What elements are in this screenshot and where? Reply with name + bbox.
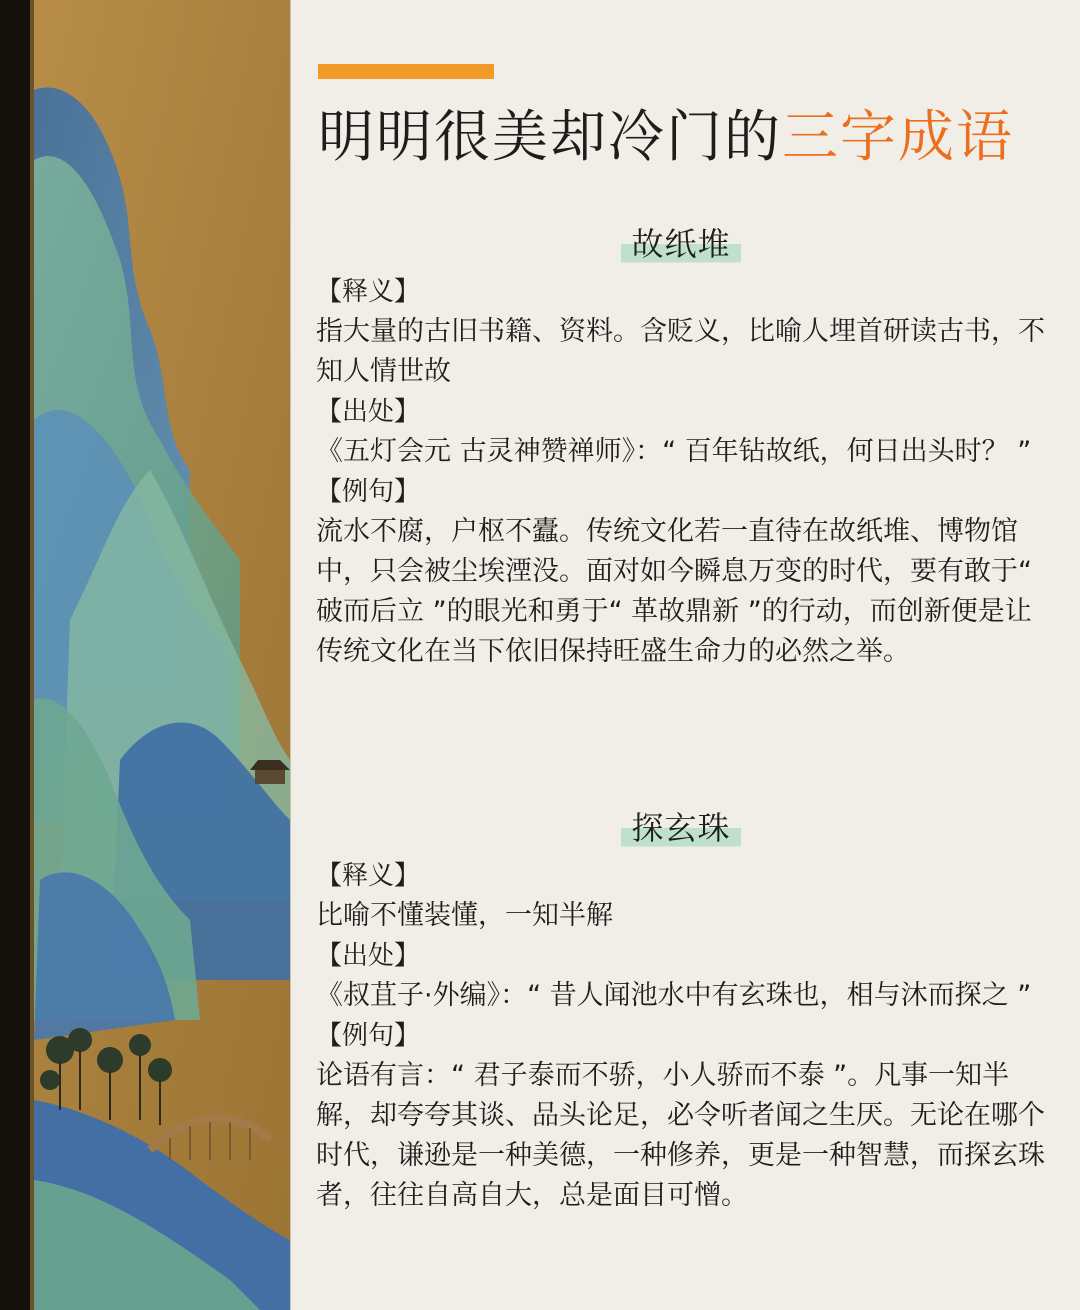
idiom-section-1 xyxy=(316,222,1046,672)
source-label: 【出处】 xyxy=(316,941,421,971)
idiom-name: 故纸堆 xyxy=(621,222,740,266)
example-label: 【例句】 xyxy=(316,1021,421,1051)
meaning-label: 【释义】 xyxy=(316,277,421,307)
accent-bar xyxy=(318,64,494,79)
example-text: 流水不腐，户枢不蠹。传统文化若一直待在故纸堆、博物馆中，只会被尘埃湮没。面对如今瞬息万变的时代，要有敢于“ 破而后立 ”的眼光和勇于“ 革故鼎新 ”的行动，而创新便是让传统文化在当下依旧保持旺盛生命力的必然之举。 xyxy=(316,516,1032,667)
source-text: 《叔苴子·外编》：“ 昔人闻池水中有玄珠也，相与沐而探之 ” xyxy=(316,980,1032,1011)
idiom-section-2 xyxy=(316,806,1046,1216)
page-title xyxy=(318,98,1068,178)
landscape-painting xyxy=(0,0,291,1310)
source-label: 【出处】 xyxy=(316,397,421,427)
meaning-text: 指大量的古旧书籍、资料。含贬义，比喻人埋首研读古书，不知人情世故 xyxy=(316,316,1045,387)
idiom-name: 探玄珠 xyxy=(621,806,740,850)
example-label: 【例句】 xyxy=(316,477,421,507)
example-text: 论语有言：“ 君子泰而不骄，小人骄而不泰 ”。凡事一知半解，却夸夸其谈、品头论足，必令听者闻之生厌。无论在哪个时代，谦逊是一种美德，一种修养，更是一种智慧，而探玄珠者，往往自高自大，总是面目可憎。 xyxy=(316,1060,1045,1211)
title-highlight: 三字成语 xyxy=(782,105,1014,170)
meaning-text: 比喻不懂装懂，一知半解 xyxy=(316,900,613,931)
source-text: 《五灯会元 古灵神赞禅师》：“ 百年钻故纸，何日出头时？ ” xyxy=(316,436,1032,467)
meaning-label: 【释义】 xyxy=(316,861,421,891)
title-main: 明明很美却冷门的 xyxy=(318,105,782,170)
